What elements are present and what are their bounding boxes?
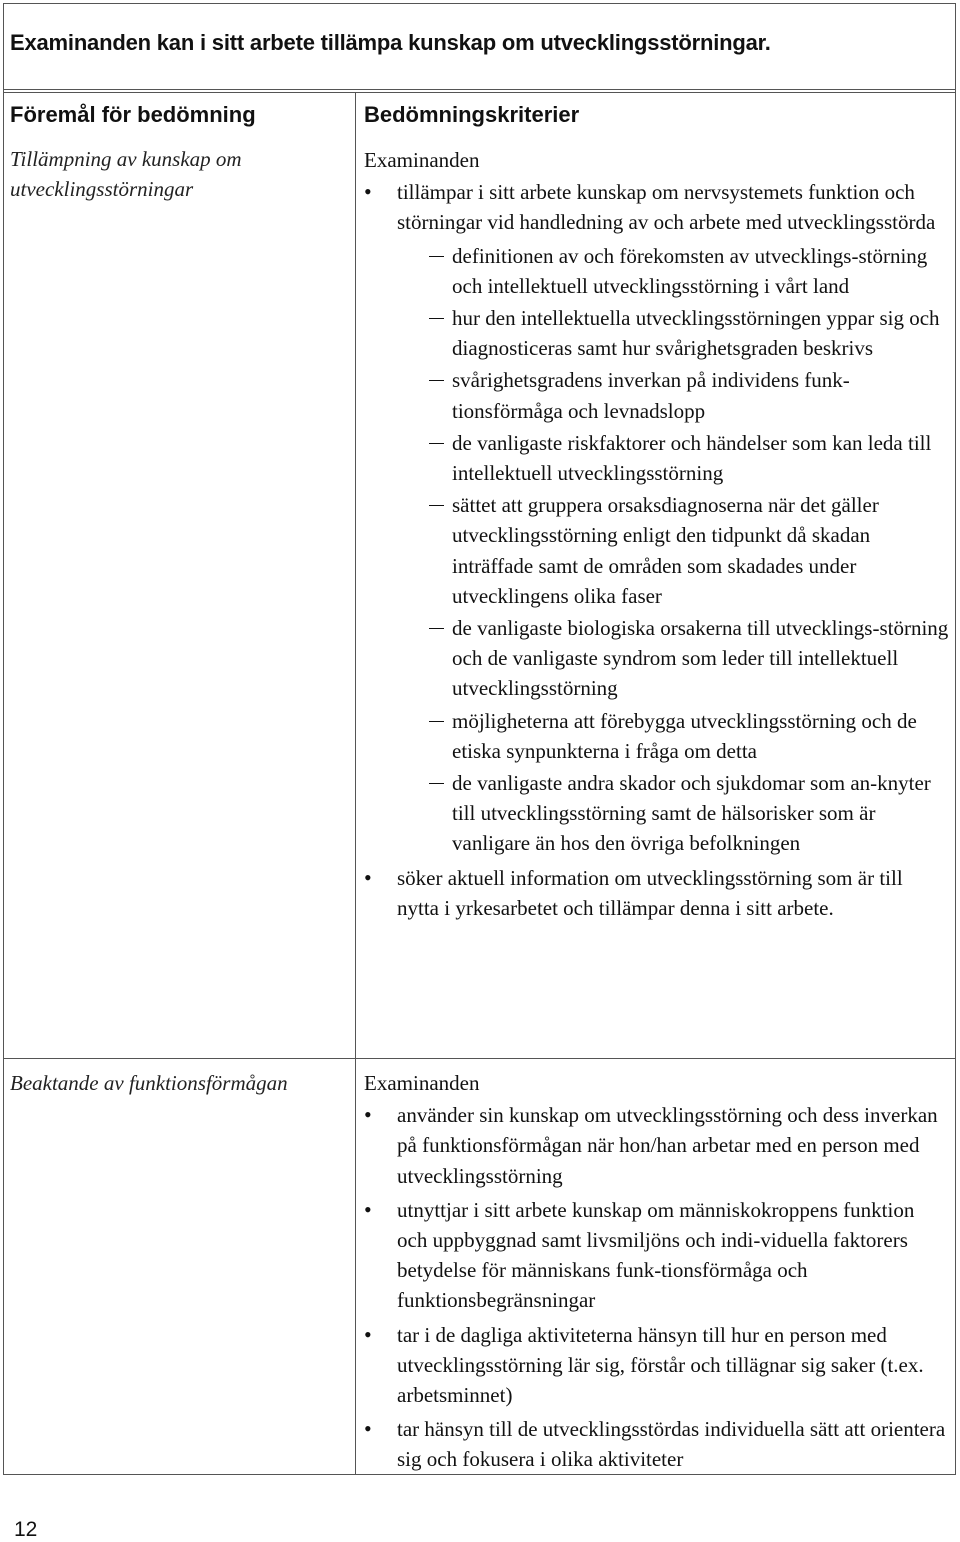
subject-function: Beaktande av funktionsförmågan xyxy=(10,1071,288,1095)
sub-item: de vanligaste biologiska orsakerna till utvecklings-störning och de vanligaste syndrom som leder till intellektuell utvecklingsstörning xyxy=(397,613,949,704)
criteria-bullet: • tar hänsyn till de utvecklingsstördas individuella sätt att orientera sig och fokusera i olika aktiviteter xyxy=(364,1414,949,1474)
criteria-bullet-list xyxy=(364,1100,949,1474)
sub-item: svårighetsgradens inverkan på individens funk-tionsförmåga och levnadslopp xyxy=(397,365,949,425)
header-subject: Föremål för bedömning xyxy=(10,102,256,127)
criteria-bullet: • söker aktuell information om utvecklingsstörning som är till nytta i yrkesarbetet och tillämpar denna i sitt arbete. xyxy=(364,863,949,923)
criteria-function xyxy=(364,1068,949,1479)
criteria-knowledge xyxy=(364,145,949,927)
sub-item: hur den intellektuella utvecklingsstörningen yppar sig och diagnosticeras samt hur svårighetsgraden beskrivs xyxy=(397,303,949,363)
criteria-intro: Examinanden xyxy=(364,1071,480,1095)
header-criteria: Bedömningskriterier xyxy=(364,102,580,127)
row-divider xyxy=(4,1058,955,1059)
criteria-bullet-list xyxy=(364,177,949,923)
page-number: 12 xyxy=(14,1518,38,1541)
criteria-bullet: • utnyttjar i sitt arbete kunskap om människokroppens funktion och uppbyggnad samt livsmiljöns och indi-viduella faktorers betydelse för människans funk-tionsförmåga och funktionsbegränsningar xyxy=(364,1195,949,1316)
subject-knowledge xyxy=(10,144,242,204)
criteria-sub-list xyxy=(397,241,949,859)
criteria-bullet xyxy=(364,177,949,858)
sub-item: sättet att gruppera orsaksdiagnoserna när det gäller utvecklingsstörning enligt den tidpunkt då skadan inträffade samt de områden som skadades under utvecklingens olika faser xyxy=(397,490,949,611)
criteria-bullet: • tar i de dagliga aktiviteterna hänsyn till hur en person med utvecklingsstörning lär sig, förstår och tillägnar sig saker (t.ex. arbetsminnet) xyxy=(364,1320,949,1411)
page-title: Examinanden kan i sitt arbete tillämpa kunskap om utvecklingsstörningar. xyxy=(10,30,771,55)
subject-knowledge-line1: Tillämpning av kunskap om xyxy=(10,147,242,171)
subject-knowledge-line2: utvecklingsstörningar xyxy=(10,177,194,201)
column-divider xyxy=(355,92,356,1474)
title-divider xyxy=(4,89,955,90)
criteria-intro: Examinanden xyxy=(364,148,480,172)
criteria-bullet-text: tillämpar i sitt arbete kunskap om nervsystemets funktion och störningar vid handledning av och arbete med utvecklingsstörda xyxy=(397,180,936,235)
title-divider-double xyxy=(4,92,955,93)
sub-item: möjligheterna att förebygga utvecklingsstörning och de etiska synpunkterna i fråga om detta xyxy=(397,706,949,766)
criteria-bullet: • använder sin kunskap om utvecklingsstörning och dess inverkan på funktionsförmågan när hon/han arbetar med en person med utvecklingsstörning xyxy=(364,1100,949,1191)
sub-item: definitionen av och förekomsten av utvecklings-störning och intellektuell utvecklingsstörning i vårt land xyxy=(397,241,949,301)
sub-item: de vanligaste riskfaktorer och händelser som kan leda till intellektuell utvecklingsstörning xyxy=(397,428,949,488)
sub-item: de vanligaste andra skador och sjukdomar som an-knyter till utvecklingsstörning samt de hälsorisker som är vanligare än hos den övriga befolkningen xyxy=(397,768,949,859)
